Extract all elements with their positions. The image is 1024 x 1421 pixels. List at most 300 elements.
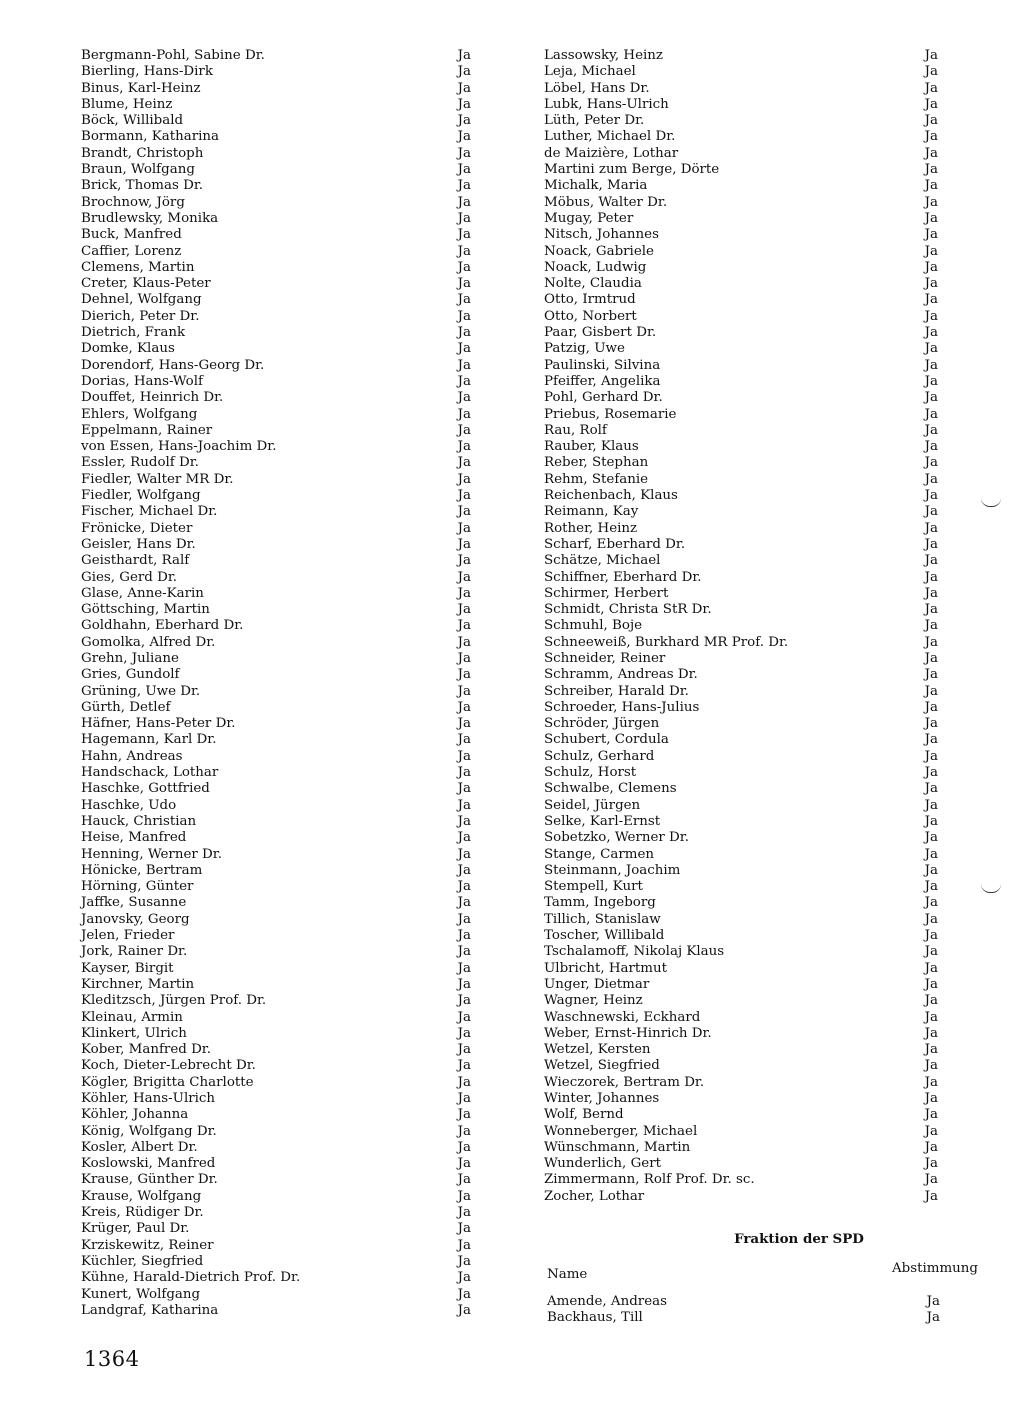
member-name: Kayser, Birgit xyxy=(81,960,174,976)
member-name: Wünschmann, Martin xyxy=(544,1139,691,1155)
member-name: Tamm, Ingeborg xyxy=(544,895,656,911)
member-name: Eppelmann, Rainer xyxy=(81,422,213,438)
vote-value: Ja xyxy=(457,1058,471,1074)
vote-value: Ja xyxy=(924,1009,938,1025)
member-name: Brochnow, Jörg xyxy=(81,194,185,210)
member-name: Jelen, Frieder xyxy=(81,928,175,944)
member-name: Winter, Johannes xyxy=(544,1091,660,1106)
vote-value: Ja xyxy=(457,1221,471,1237)
member-name: Ulbricht, Hartmut xyxy=(544,960,667,976)
vote-value: Ja xyxy=(457,129,471,145)
list-item xyxy=(544,325,984,341)
vote-value: Ja xyxy=(924,634,938,650)
vote-value: Ja xyxy=(924,944,938,960)
list-item xyxy=(81,162,491,178)
member-name: Fiedler, Walter MR Dr. xyxy=(81,471,234,487)
list-item xyxy=(544,928,984,944)
list-item xyxy=(81,993,491,1009)
member-name: Pfeiffer, Angelika xyxy=(544,373,661,389)
list-item xyxy=(544,1310,984,1326)
list-item xyxy=(81,1107,491,1123)
page-number: 1364 xyxy=(84,1347,140,1371)
member-name: Hagemann, Karl Dr. xyxy=(81,732,217,748)
member-name: Wolf, Bernd xyxy=(544,1107,624,1123)
vote-value: Ja xyxy=(457,259,471,275)
vote-value: Ja xyxy=(457,846,471,862)
member-name: Schroeder, Hans-Julius xyxy=(544,699,700,715)
vote-value: Ja xyxy=(924,1188,938,1204)
list-item xyxy=(544,553,984,569)
vote-value: Ja xyxy=(457,895,471,911)
vote-value: Ja xyxy=(457,699,471,715)
vote-value: Ja xyxy=(457,765,471,781)
list-item xyxy=(81,651,491,667)
vote-value: Ja xyxy=(924,1139,938,1155)
list-item xyxy=(81,292,491,308)
vote-value: Ja xyxy=(457,797,471,813)
vote-value: Ja xyxy=(924,536,938,552)
list-item xyxy=(81,1140,491,1156)
list-item xyxy=(81,48,491,64)
member-name: Mugay, Peter xyxy=(544,210,634,226)
list-item xyxy=(544,961,984,977)
vote-value: Ja xyxy=(457,1139,471,1155)
member-name: Nolte, Claudia xyxy=(544,276,642,292)
member-name: Kühne, Harald-Dietrich Prof. Dr. xyxy=(81,1270,301,1286)
list-item xyxy=(544,1026,984,1042)
list-item xyxy=(81,602,491,618)
member-name: von Essen, Hans-Joachim Dr. xyxy=(81,439,277,455)
list-item xyxy=(81,863,491,879)
member-name: Stange, Carmen xyxy=(544,846,655,862)
list-item xyxy=(544,423,984,439)
member-name: Haschke, Gottfried xyxy=(81,781,210,797)
vote-value: Ja xyxy=(926,1310,940,1326)
list-item xyxy=(81,1075,491,1091)
member-name: Grehn, Juliane xyxy=(81,650,179,666)
list-item xyxy=(81,1042,491,1058)
vote-value: Ja xyxy=(457,64,471,80)
member-name: Schramm, Andreas Dr. xyxy=(544,667,698,683)
vote-value: Ja xyxy=(457,553,471,569)
list-item xyxy=(81,944,491,960)
vote-value: Ja xyxy=(924,797,938,813)
vote-value: Ja xyxy=(457,944,471,960)
member-name: Hauck, Christian xyxy=(81,813,197,829)
vote-value: Ja xyxy=(924,976,938,992)
member-name: Amende, Andreas xyxy=(547,1294,667,1309)
vote-value: Ja xyxy=(457,585,471,601)
member-name: Krause, Wolfgang xyxy=(81,1188,202,1204)
member-name: Möbus, Walter Dr. xyxy=(544,194,668,210)
vote-value: Ja xyxy=(924,357,938,373)
list-item xyxy=(81,1221,491,1237)
list-item xyxy=(81,146,491,162)
vote-value: Ja xyxy=(924,210,938,226)
vote-value: Ja xyxy=(924,341,938,357)
member-name: Krause, Günther Dr. xyxy=(81,1172,218,1188)
right-vote-column xyxy=(544,48,984,1205)
member-name: Reimann, Kay xyxy=(544,504,639,520)
vote-value: Ja xyxy=(457,667,471,683)
list-item xyxy=(544,1107,984,1123)
member-name: Kunert, Wolfgang xyxy=(81,1286,201,1302)
list-item xyxy=(81,129,491,145)
vote-value: Ja xyxy=(457,1172,471,1188)
vote-value: Ja xyxy=(924,1172,938,1188)
member-name: Toscher, Willibald xyxy=(544,928,665,944)
vote-value: Ja xyxy=(457,634,471,650)
list-item xyxy=(544,749,984,765)
list-item xyxy=(544,407,984,423)
member-name: Reber, Stephan xyxy=(544,455,649,471)
member-name: Essler, Rudolf Dr. xyxy=(81,455,199,471)
list-item xyxy=(544,1189,984,1205)
list-item xyxy=(81,244,491,260)
member-name: Schubert, Cordula xyxy=(544,732,669,748)
list-item xyxy=(81,1010,491,1026)
member-name: Steinmann, Joachim xyxy=(544,862,681,878)
member-name: Bierling, Hans-Dirk xyxy=(81,64,213,80)
list-item xyxy=(81,716,491,732)
vote-value: Ja xyxy=(924,732,938,748)
list-item xyxy=(81,439,491,455)
list-item xyxy=(544,814,984,830)
list-item xyxy=(81,1124,491,1140)
member-name: Geisler, Hans Dr. xyxy=(81,536,196,552)
member-name: Krziskewitz, Reiner xyxy=(81,1237,214,1253)
member-name: Schneeweiß, Burkhard MR Prof. Dr. xyxy=(544,634,789,650)
member-name: Heise, Manfred xyxy=(81,830,187,846)
vote-value: Ja xyxy=(457,488,471,504)
list-item xyxy=(81,358,491,374)
vote-value: Ja xyxy=(924,308,938,324)
vote-value: Ja xyxy=(924,64,938,80)
member-name: Schneider, Reiner xyxy=(544,650,666,666)
vote-value: Ja xyxy=(924,1058,938,1074)
list-item xyxy=(81,504,491,520)
member-name: Clemens, Martin xyxy=(81,259,195,275)
list-item xyxy=(544,684,984,700)
vote-value: Ja xyxy=(457,96,471,112)
list-item xyxy=(81,341,491,357)
member-name: Lubk, Hans-Ulrich xyxy=(544,96,669,112)
member-name: Braun, Wolfgang xyxy=(81,162,195,178)
list-item xyxy=(544,178,984,194)
member-name: Hörning, Günter xyxy=(81,879,194,895)
list-item xyxy=(544,358,984,374)
member-name: Henning, Werner Dr. xyxy=(81,846,222,862)
vote-value: Ja xyxy=(457,1188,471,1204)
member-name: Kleinau, Armin xyxy=(81,1009,183,1025)
member-name: Gomolka, Alfred Dr. xyxy=(81,634,216,650)
list-item xyxy=(81,488,491,504)
vote-value: Ja xyxy=(924,243,938,259)
member-name: Geisthardt, Ralf xyxy=(81,553,190,569)
list-item xyxy=(544,716,984,732)
list-item xyxy=(544,1172,984,1188)
vote-value: Ja xyxy=(924,1123,938,1139)
vote-value: Ja xyxy=(924,406,938,422)
vote-value: Ja xyxy=(924,748,938,764)
vote-value: Ja xyxy=(924,585,938,601)
list-item xyxy=(544,64,984,80)
member-name: Handschack, Lothar xyxy=(81,765,219,781)
member-name: Wunderlich, Gert xyxy=(544,1156,661,1172)
vote-value: Ja xyxy=(457,162,471,178)
vote-value: Ja xyxy=(924,488,938,504)
list-item xyxy=(81,260,491,276)
member-name: Leja, Michael xyxy=(544,64,636,80)
vote-value: Ja xyxy=(457,243,471,259)
list-item xyxy=(81,879,491,895)
list-item xyxy=(544,912,984,928)
vote-value: Ja xyxy=(457,145,471,161)
list-item xyxy=(81,781,491,797)
vote-value: Ja xyxy=(457,439,471,455)
member-name: Haschke, Udo xyxy=(81,797,177,813)
vote-value: Ja xyxy=(457,308,471,324)
list-item xyxy=(81,1287,491,1303)
member-name: Wagner, Heinz xyxy=(544,993,643,1009)
member-name: Nitsch, Johannes xyxy=(544,227,659,243)
list-item xyxy=(544,977,984,993)
vote-value: Ja xyxy=(924,194,938,210)
list-item xyxy=(544,227,984,243)
list-item xyxy=(544,504,984,520)
vote-value: Ja xyxy=(457,1237,471,1253)
list-item xyxy=(544,667,984,683)
vote-value: Ja xyxy=(924,455,938,471)
vote-value: Ja xyxy=(924,1091,938,1106)
vote-value: Ja xyxy=(457,276,471,292)
list-item xyxy=(544,830,984,846)
vote-value: Ja xyxy=(924,879,938,895)
vote-column-header: Abstimmung xyxy=(892,1261,978,1276)
vote-value: Ja xyxy=(924,439,938,455)
member-name: Wetzel, Siegfried xyxy=(544,1058,660,1074)
list-item xyxy=(81,309,491,325)
list-item xyxy=(544,439,984,455)
vote-value: Ja xyxy=(924,259,938,275)
member-name: Köhler, Johanna xyxy=(81,1107,189,1123)
list-item xyxy=(544,1010,984,1026)
vote-value: Ja xyxy=(457,113,471,129)
member-name: Caffier, Lorenz xyxy=(81,243,182,259)
member-name: Wetzel, Kersten xyxy=(544,1042,651,1058)
member-name: Sobetzko, Werner Dr. xyxy=(544,830,689,846)
member-name: Blume, Heinz xyxy=(81,96,173,112)
member-name: König, Wolfgang Dr. xyxy=(81,1123,217,1139)
member-name: Gries, Gundolf xyxy=(81,667,180,683)
member-name: de Maizière, Lothar xyxy=(544,145,679,161)
list-item xyxy=(544,635,984,651)
list-item xyxy=(81,423,491,439)
member-name: Goldhahn, Eberhard Dr. xyxy=(81,618,244,634)
member-name: Gies, Gerd Dr. xyxy=(81,569,178,585)
member-name: Koslowski, Manfred xyxy=(81,1156,216,1172)
member-name: Grüning, Uwe Dr. xyxy=(81,683,201,699)
member-name: Kober, Manfred Dr. xyxy=(81,1042,211,1058)
vote-value: Ja xyxy=(457,813,471,829)
list-item xyxy=(544,879,984,895)
vote-value: Ja xyxy=(924,373,938,389)
vote-value: Ja xyxy=(457,1123,471,1139)
vote-value: Ja xyxy=(457,1270,471,1286)
member-name: Hönicke, Bertram xyxy=(81,862,203,878)
member-name: Domke, Klaus xyxy=(81,341,175,357)
vote-value: Ja xyxy=(457,879,471,895)
member-name: Wieczorek, Bertram Dr. xyxy=(544,1074,705,1090)
vote-value: Ja xyxy=(924,813,938,829)
list-item xyxy=(544,537,984,553)
member-name: Ehlers, Wolfgang xyxy=(81,406,198,422)
vote-value: Ja xyxy=(457,1286,471,1302)
vote-value: Ja xyxy=(457,48,471,63)
vote-value: Ja xyxy=(924,911,938,927)
member-name: Kirchner, Martin xyxy=(81,976,195,992)
vote-value: Ja xyxy=(924,1042,938,1058)
member-name: Paulinski, Silvina xyxy=(544,357,661,373)
vote-value: Ja xyxy=(924,520,938,536)
member-name: Schiffner, Eberhard Dr. xyxy=(544,569,702,585)
member-name: Noack, Ludwig xyxy=(544,259,647,275)
vote-value: Ja xyxy=(924,325,938,341)
list-item xyxy=(544,390,984,406)
list-item xyxy=(81,113,491,129)
vote-value: Ja xyxy=(457,178,471,194)
member-name: Rau, Rolf xyxy=(544,422,607,438)
list-item xyxy=(81,961,491,977)
vote-value: Ja xyxy=(924,80,938,96)
list-item xyxy=(544,863,984,879)
vote-value: Ja xyxy=(924,667,938,683)
spd-section xyxy=(544,1228,984,1327)
list-item xyxy=(81,1091,491,1107)
vote-value: Ja xyxy=(924,765,938,781)
list-item xyxy=(81,374,491,390)
vote-value: Ja xyxy=(457,1302,471,1318)
list-item xyxy=(544,700,984,716)
list-item xyxy=(81,1172,491,1188)
spd-table-header xyxy=(544,1258,984,1294)
vote-value: Ja xyxy=(924,830,938,846)
member-name: Noack, Gabriele xyxy=(544,243,654,259)
list-item xyxy=(81,684,491,700)
list-item xyxy=(81,1156,491,1172)
member-name: Schwalbe, Clemens xyxy=(544,781,677,797)
list-item xyxy=(81,1058,491,1074)
vote-value: Ja xyxy=(457,194,471,210)
vote-value: Ja xyxy=(457,520,471,536)
member-name: Jork, Rainer Dr. xyxy=(81,944,188,960)
vote-value: Ja xyxy=(457,422,471,438)
list-item xyxy=(81,407,491,423)
vote-value: Ja xyxy=(457,80,471,96)
vote-value: Ja xyxy=(924,1074,938,1090)
member-name: Koch, Dieter-Lebrecht Dr. xyxy=(81,1058,256,1074)
member-name: Köhler, Hans-Ulrich xyxy=(81,1091,216,1106)
member-name: Schirmer, Herbert xyxy=(544,585,669,601)
list-item xyxy=(81,830,491,846)
list-item xyxy=(544,1124,984,1140)
list-item xyxy=(544,732,984,748)
list-item xyxy=(81,553,491,569)
member-name: Schulz, Horst xyxy=(544,765,637,781)
list-item xyxy=(544,244,984,260)
member-name: Martini zum Berge, Dörte xyxy=(544,162,720,178)
member-name: Gürth, Detlef xyxy=(81,699,171,715)
vote-value: Ja xyxy=(924,390,938,406)
vote-value: Ja xyxy=(457,471,471,487)
vote-value: Ja xyxy=(924,48,938,63)
vote-value: Ja xyxy=(457,536,471,552)
member-name: Paar, Gisbert Dr. xyxy=(544,325,657,341)
list-item xyxy=(544,1091,984,1107)
margin-mark xyxy=(981,498,1001,507)
list-item xyxy=(81,325,491,341)
member-name: Scharf, Eberhard Dr. xyxy=(544,536,686,552)
vote-value: Ja xyxy=(457,1156,471,1172)
member-name: Frönicke, Dieter xyxy=(81,520,193,536)
list-item xyxy=(544,781,984,797)
list-item xyxy=(81,195,491,211)
vote-value: Ja xyxy=(457,1074,471,1090)
list-item xyxy=(81,455,491,471)
list-item xyxy=(544,292,984,308)
vote-value: Ja xyxy=(457,928,471,944)
member-name: Böck, Willibald xyxy=(81,113,184,129)
vote-value: Ja xyxy=(924,846,938,862)
list-item xyxy=(544,1294,984,1310)
member-name: Seidel, Jürgen xyxy=(544,797,641,813)
vote-value: Ja xyxy=(457,341,471,357)
vote-value: Ja xyxy=(457,1107,471,1123)
vote-value: Ja xyxy=(924,553,938,569)
list-item xyxy=(544,618,984,634)
vote-value: Ja xyxy=(457,683,471,699)
list-item xyxy=(544,211,984,227)
vote-value: Ja xyxy=(457,830,471,846)
list-item xyxy=(544,570,984,586)
list-item xyxy=(81,618,491,634)
member-name: Backhaus, Till xyxy=(547,1310,643,1326)
member-name: Waschnewski, Eckhard xyxy=(544,1009,701,1025)
vote-value: Ja xyxy=(924,113,938,129)
vote-value: Ja xyxy=(924,227,938,243)
vote-value: Ja xyxy=(924,650,938,666)
vote-value: Ja xyxy=(457,911,471,927)
list-item xyxy=(81,472,491,488)
member-name: Brandt, Christoph xyxy=(81,145,204,161)
member-name: Klinkert, Ulrich xyxy=(81,1025,187,1041)
list-item xyxy=(544,146,984,162)
vote-value: Ja xyxy=(457,325,471,341)
vote-value: Ja xyxy=(457,455,471,471)
list-item xyxy=(81,749,491,765)
spd-rows xyxy=(544,1294,984,1327)
member-name: Selke, Karl-Ernst xyxy=(544,813,661,829)
vote-value: Ja xyxy=(924,993,938,1009)
list-item xyxy=(544,895,984,911)
vote-value: Ja xyxy=(924,602,938,618)
vote-value: Ja xyxy=(924,1107,938,1123)
vote-value: Ja xyxy=(924,145,938,161)
member-name: Otto, Norbert xyxy=(544,308,637,324)
member-name: Dierich, Peter Dr. xyxy=(81,308,200,324)
list-item xyxy=(81,537,491,553)
list-item xyxy=(81,814,491,830)
